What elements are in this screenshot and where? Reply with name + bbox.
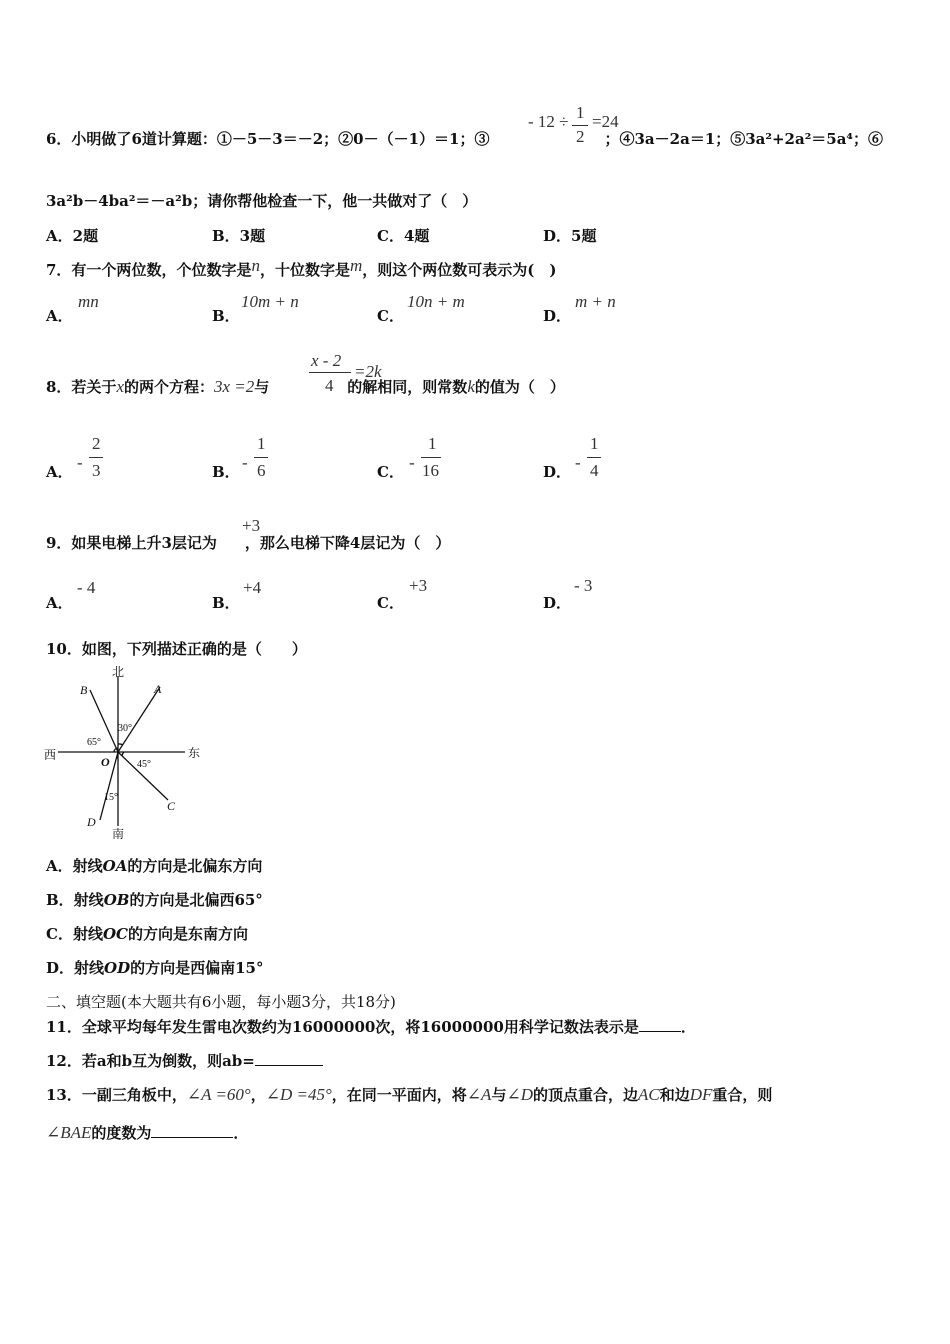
q9-option-d[interactable]: D． bbox=[543, 594, 572, 612]
label-o: O bbox=[101, 755, 110, 769]
q10-option-d[interactable]: D．射线OD的方向是西偏南15° bbox=[46, 959, 264, 977]
q8-option-a-num: 2 bbox=[92, 434, 101, 453]
q6-line2: 3a²b－4ba²＝－a²b；请你帮他检查一下，他一共做对了（ ） bbox=[46, 192, 478, 210]
q9-option-d-val: - 3 bbox=[574, 576, 593, 595]
q8-option-b-num: 1 bbox=[257, 434, 266, 453]
q6-frac-bar bbox=[572, 125, 588, 126]
q12: 12．若a和b互为倒数，则ab= bbox=[46, 1050, 323, 1071]
label-angle-65: 65° bbox=[87, 737, 101, 748]
angle-arc-30 bbox=[118, 744, 123, 745]
label-angle-30: 30° bbox=[118, 723, 132, 734]
ray-oa bbox=[118, 687, 160, 752]
q8-option-c-den: 16 bbox=[422, 461, 439, 480]
section-2-heading: 二、填空题(本大题共有6小题，每小题3分，共18分) bbox=[46, 993, 396, 1011]
q9-option-c-val: +3 bbox=[409, 576, 428, 595]
q7-option-a-expr: mn bbox=[78, 292, 99, 311]
q8-option-b-sign: - bbox=[242, 453, 248, 472]
q7-option-d-expr: m + n bbox=[575, 292, 616, 311]
q7-stem: 7．有一个两位数，个位数字是n，十位数字是m，则这个两位数可表示为( ) bbox=[46, 256, 557, 279]
q6-expr-right: =24 bbox=[592, 112, 619, 131]
q7-option-b[interactable]: B． bbox=[212, 307, 240, 325]
q6-option-d[interactable]: D．5题 bbox=[543, 227, 597, 245]
q8-option-c-num: 1 bbox=[428, 434, 437, 453]
q8-frac-den: 4 bbox=[325, 376, 334, 395]
q10-stem: 10．如图，下列描述正确的是（ ） bbox=[46, 640, 307, 658]
q8-option-d-num: 1 bbox=[590, 434, 599, 453]
q8-frac-bar bbox=[309, 372, 351, 373]
q6-frac-num: 1 bbox=[576, 103, 585, 122]
q8-option-c-sign: - bbox=[409, 453, 415, 472]
q8-option-b[interactable]: B． bbox=[212, 463, 240, 481]
q8-option-a-sign: - bbox=[77, 453, 83, 472]
label-angle-15: 15° bbox=[104, 792, 118, 803]
label-d: D bbox=[87, 815, 96, 829]
q10-option-a[interactable]: A．射线OA的方向是北偏东方向 bbox=[46, 857, 263, 875]
q8-option-a-den: 3 bbox=[92, 461, 101, 480]
q8-stem: 8．若关于x的两个方程：3x =2与 的解相同，则常数k的值为（ ） bbox=[46, 377, 565, 396]
q7-option-c-expr: 10n + m bbox=[407, 292, 465, 311]
q13-line1: 13．一副三角板中，∠A =60°，∠D =45°，在同一平面内，将∠A与∠D的顶点重合，边AC和边DF重合，则 bbox=[46, 1085, 773, 1104]
q6-frac-den: 2 bbox=[576, 127, 585, 146]
q8-option-d[interactable]: D． bbox=[543, 463, 572, 481]
q9-stem: 9．如果电梯上升3层记为 ，那么电梯下降4层记为（ ） bbox=[46, 534, 451, 552]
label-b: B bbox=[80, 683, 88, 697]
q11-answer-blank[interactable] bbox=[639, 1017, 681, 1032]
q8-option-d-bar bbox=[587, 457, 601, 458]
q8-option-d-den: 4 bbox=[590, 461, 599, 480]
q12-answer-blank[interactable] bbox=[255, 1051, 323, 1066]
q6-option-c[interactable]: C．4题 bbox=[377, 227, 430, 245]
q10-option-c[interactable]: C．射线OC的方向是东南方向 bbox=[46, 925, 248, 943]
q13-line2: ∠BAE的度数为 ． bbox=[46, 1123, 249, 1142]
q9-option-a-val: - 4 bbox=[77, 578, 96, 597]
q6-line1: 6．小明做了6道计算题：①－5－3＝－2；②0－（－1）＝1；③ ；④3a－2a＝1；⑤3a²+2a²＝5a⁴；⑥ bbox=[46, 130, 883, 148]
label-east: 东 bbox=[188, 746, 201, 760]
compass-figure bbox=[40, 662, 210, 840]
q7-option-d[interactable]: D． bbox=[543, 307, 572, 325]
q9-option-c[interactable]: C． bbox=[377, 594, 404, 612]
q8-option-a-bar bbox=[89, 457, 103, 458]
q6-option-a[interactable]: A．2题 bbox=[46, 227, 99, 245]
q7-option-c[interactable]: C． bbox=[377, 307, 404, 325]
label-c: C bbox=[167, 799, 176, 813]
q8-option-a[interactable]: A． bbox=[46, 463, 73, 481]
q8-frac-num: x - 2 bbox=[311, 351, 342, 370]
q11: 11．全球平均每年发生雷电次数约为16000000次，将16000000用科学记数法表示是 ． bbox=[46, 1018, 696, 1036]
q8-option-b-den: 6 bbox=[257, 461, 266, 480]
q10-option-b[interactable]: B．射线OB的方向是北偏西65° bbox=[46, 891, 263, 909]
q6-option-b[interactable]: B．3题 bbox=[212, 227, 266, 245]
q13-answer-blank[interactable] bbox=[151, 1123, 233, 1138]
q8-option-c-bar bbox=[421, 457, 441, 458]
q8-option-d-sign: - bbox=[575, 453, 581, 472]
label-north: 北 bbox=[112, 665, 125, 679]
q9-value: +3 bbox=[242, 516, 261, 535]
q8-option-b-bar bbox=[254, 457, 268, 458]
label-angle-45: 45° bbox=[137, 759, 151, 770]
label-west: 西 bbox=[44, 748, 57, 762]
label-south: 南 bbox=[112, 827, 125, 840]
q8-option-c[interactable]: C． bbox=[377, 463, 404, 481]
label-a: A bbox=[154, 682, 162, 696]
q9-option-a[interactable]: A． bbox=[46, 594, 73, 612]
q6-expr-left: - 12 ÷ bbox=[528, 112, 569, 131]
q8-eq2-tail: =2k bbox=[354, 362, 382, 381]
q7-option-a[interactable]: A． bbox=[46, 307, 73, 325]
q9-option-b[interactable]: B． bbox=[212, 594, 240, 612]
q7-option-b-expr: 10m + n bbox=[241, 292, 299, 311]
q9-option-b-val: +4 bbox=[243, 578, 262, 597]
